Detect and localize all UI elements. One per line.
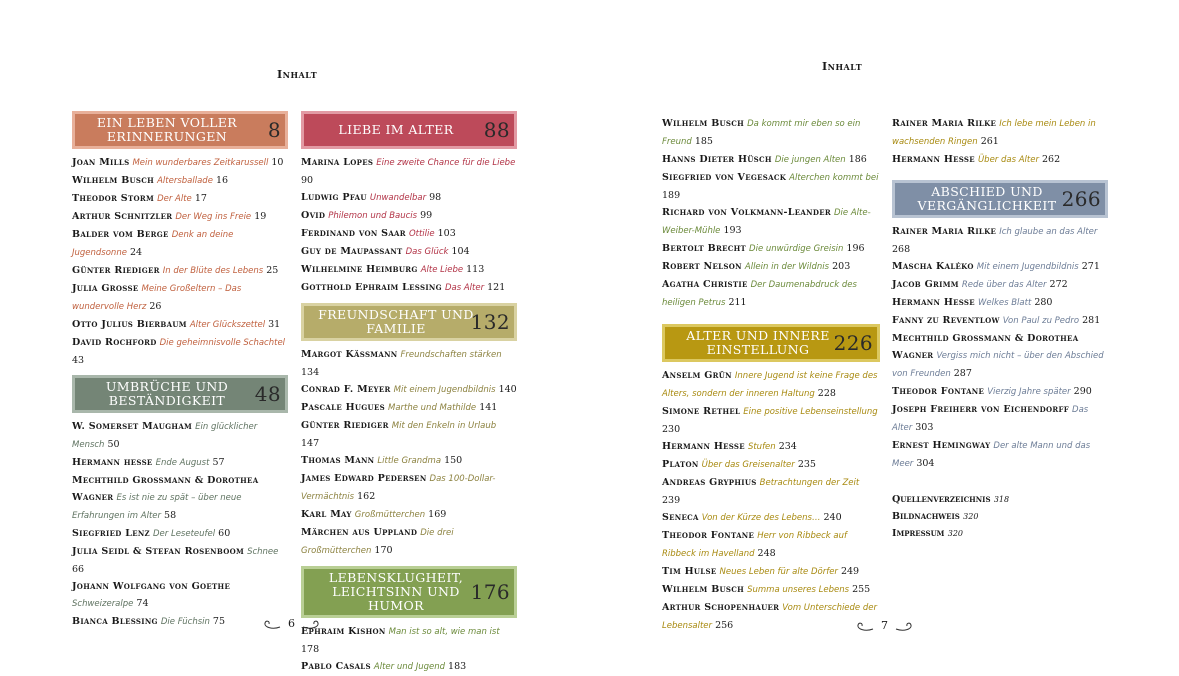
ornament-right-icon xyxy=(894,620,914,632)
toc-entry[interactable]: Bertolt Brecht Die unwürdige Greisin 196 xyxy=(662,243,865,254)
toc-entry[interactable]: Joseph Freiherr von Eichendorff Das Alter 303 xyxy=(892,404,1089,433)
toc-entry[interactable]: Seneca Von der Kürze des Lebens… 240 xyxy=(662,512,842,523)
page-number: 7 xyxy=(881,619,888,632)
entry-list xyxy=(72,418,288,631)
toc-entry[interactable]: Hermann Hesse Stufen 234 xyxy=(662,441,797,452)
entry-list xyxy=(892,223,1108,473)
toc-entry[interactable]: Wilhelm Busch Summa unseres Lebens 255 xyxy=(662,584,871,595)
section-page: 132 xyxy=(470,310,510,334)
toc-entry[interactable]: Thomas Mann Little Grandma 150 xyxy=(301,455,463,466)
entry-list xyxy=(662,367,880,635)
appendix-entry[interactable]: Bildnachweis 320 xyxy=(892,511,979,522)
toc-entry[interactable]: Platon Über das Greisenalter 235 xyxy=(662,459,816,470)
toc-entry[interactable]: Ephraim Kishon Man ist so alt, wie man ist 178 xyxy=(301,626,500,655)
toc-entry[interactable]: Richard von Volkmann-Leander Die Alte-Weiber-Mühle 193 xyxy=(662,207,871,236)
toc-entry[interactable]: Tim Hulse Neues Leben für alte Dörfer 249 xyxy=(662,566,860,577)
toc-entry[interactable]: Joan Mills Mein wunderbares Zeitkarussell 10 xyxy=(72,157,284,168)
toc-entry[interactable]: Hermann Hesse Über das Alter 262 xyxy=(892,154,1061,165)
toc-entry[interactable]: Conrad F. Meyer Mit einem Jugendbildnis 140 xyxy=(301,384,517,395)
toc-entry[interactable]: Hanns Dieter Hüsch Die jungen Alten 186 xyxy=(662,154,867,165)
section-title: LEBENSKLUGHEIT, LEICHTSINN UND HUMOR xyxy=(328,570,464,613)
entry-list xyxy=(301,623,517,676)
entry-list xyxy=(301,346,517,560)
ornament-right-icon xyxy=(301,618,321,630)
toc-entry[interactable]: David Rochford Die geheimnisvolle Schachtel 43 xyxy=(72,337,286,366)
toc-entry[interactable]: Wilhelm Busch Altersballade 16 xyxy=(72,175,229,186)
left-column-2 xyxy=(301,111,517,676)
toc-entry[interactable]: Theodor Fontane Herr von Ribbeck auf Ribbeck im Havelland 248 xyxy=(662,530,847,559)
toc-entry[interactable]: Märchen aus Uppland Die drei Großmütterchen 170 xyxy=(301,527,454,556)
toc-entry[interactable]: W. Somerset Maugham Ein glücklicher Mensch 50 xyxy=(72,421,258,450)
toc-entry[interactable]: Siegfried Lenz Der Leseteufel 60 xyxy=(72,528,231,539)
toc-entry[interactable]: Marina Lopes Eine zweite Chance für die Liebe 90 xyxy=(301,157,516,186)
section-header-lebensklugheit[interactable] xyxy=(301,566,517,618)
appendix-entry[interactable]: Quellenverzeichnis 318 xyxy=(892,494,1010,505)
toc-entry[interactable]: Agatha Christie Der Daumenabdruck des heiligen Petrus 211 xyxy=(662,279,857,308)
section-header-erinnerungen[interactable] xyxy=(72,111,288,149)
toc-entry[interactable]: Jacob Grimm Rede über das Alter 272 xyxy=(892,279,1068,290)
appendix-list xyxy=(892,491,1108,542)
right-column-1 xyxy=(662,115,880,635)
toc-entry[interactable]: Rainer Maria Rilke Ich lebe mein Leben in wachsenden Ringen 261 xyxy=(892,118,1096,147)
page-number: 6 xyxy=(288,617,295,630)
section-header-umbrueche[interactable] xyxy=(72,375,288,413)
toc-entry[interactable]: Günter Riediger Mit den Enkeln in Urlaub 147 xyxy=(301,420,497,449)
toc-entry[interactable]: Wilhelmine Heimburg Alte Liebe 113 xyxy=(301,264,485,275)
toc-entry[interactable]: Otto Julius Bierbaum Alter Glückszettel 31 xyxy=(72,319,281,330)
toc-entry[interactable]: Margot Kässmann Freundschaften stärken 134 xyxy=(301,349,502,378)
entry-list xyxy=(892,115,1108,169)
entry-list xyxy=(72,154,288,369)
section-page: 48 xyxy=(254,382,281,406)
toc-entry[interactable]: Gotthold Ephraim Lessing Das Alter 121 xyxy=(301,282,506,293)
entry-list xyxy=(662,115,880,312)
section-page: 8 xyxy=(267,118,281,142)
toc-entry[interactable]: Bianca Blessing Die Füchsin 75 xyxy=(72,616,226,627)
left-column-1 xyxy=(72,111,288,631)
toc-entry[interactable]: Pascale Hugues Marthe und Mathilde 141 xyxy=(301,402,498,413)
toc-entry[interactable]: Wilhelm Busch Da kommt mir eben so ein Freund 185 xyxy=(662,118,861,147)
toc-entry[interactable]: James Edward Pedersen Das 100-Dollar-Vermächtnis 162 xyxy=(301,473,496,502)
toc-entry[interactable]: Rainer Maria Rilke Ich glaube an das Alter 268 xyxy=(892,226,1098,255)
entry-list xyxy=(301,154,517,297)
toc-entry[interactable]: Mechthild Grossmann & Dorothea Wagner Vergiss mich nicht – über den Abschied von Freunden 287 xyxy=(892,333,1104,379)
toc-entry[interactable]: Theodor Storm Der Alte 17 xyxy=(72,193,207,204)
section-title: FREUNDSCHAFT UND FAMILIE xyxy=(318,307,474,336)
toc-entry[interactable]: Ludwig Pfau Unwandelbar 98 xyxy=(301,192,442,203)
toc-entry[interactable]: Theodor Fontane Vierzig Jahre später 290 xyxy=(892,386,1092,397)
toc-entry[interactable]: Simone Rethel Eine positive Lebenseinstellung 230 xyxy=(662,406,878,435)
toc-entry[interactable]: Andreas Gryphius Betrachtungen der Zeit 239 xyxy=(662,477,860,506)
section-header-abschied[interactable] xyxy=(892,180,1108,218)
toc-entry[interactable]: Fanny zu Reventlow Von Paul zu Pedro 281 xyxy=(892,315,1101,326)
toc-entry[interactable]: Pablo Casals Alter und Jugend 183 xyxy=(301,661,467,672)
section-title: ABSCHIED UND VERGÄNGLICHKEIT xyxy=(917,184,1057,213)
toc-entry[interactable]: Johann Wolfgang von Goethe Schweizeralpe 74 xyxy=(72,581,231,609)
section-title: LIEBE IM ALTER xyxy=(338,122,454,137)
toc-entry[interactable]: Mascha Kaléko Mit einem Jugendbildnis 271 xyxy=(892,261,1100,272)
toc-entry[interactable]: Ovid Philemon und Baucis 99 xyxy=(301,210,433,221)
toc-entry[interactable]: Günter Riediger In der Blüte des Lebens 25 xyxy=(72,265,279,276)
left-page-folio xyxy=(262,617,321,630)
toc-entry[interactable]: Siegfried von Vegesack Alterchen kommt bei 189 xyxy=(662,172,879,201)
right-column-2 xyxy=(892,115,1108,542)
section-page: 226 xyxy=(833,331,873,355)
toc-entry[interactable]: Anselm Grün Innere Jugend ist keine Frage des Alters, sondern der inneren Haltung 228 xyxy=(662,370,878,399)
toc-entry[interactable]: Julia Grosse Meine Großeltern – Das wundervolle Herz 26 xyxy=(72,283,242,312)
appendix-entry[interactable]: Impressum 320 xyxy=(892,528,964,539)
toc-entry[interactable]: Hermann Hesse Welkes Blatt 280 xyxy=(892,297,1053,308)
right-page-folio xyxy=(855,619,914,632)
section-title: ALTER UND INNERE EINSTELLUNG xyxy=(686,328,830,357)
toc-entry[interactable]: Robert Nelson Allein in der Wildnis 203 xyxy=(662,261,851,272)
section-page: 176 xyxy=(470,580,510,604)
left-page-header: Inhalt xyxy=(277,68,318,81)
toc-entry[interactable]: Mechthild Grossmann & Dorothea Wagner Es ist nie zu spät – über neue Erfahrungen im Alter 58 xyxy=(72,475,259,521)
section-page: 88 xyxy=(483,118,510,142)
section-header-freundschaft[interactable] xyxy=(301,303,517,341)
toc-entry[interactable]: Arthur Schnitzler Der Weg ins Freie 19 xyxy=(72,211,267,222)
ornament-left-icon xyxy=(855,620,875,632)
section-page: 266 xyxy=(1061,187,1101,211)
ornament-left-icon xyxy=(262,618,282,630)
toc-entry[interactable]: Karl May Großmütterchen 169 xyxy=(301,509,447,520)
section-header-alter[interactable] xyxy=(662,324,880,362)
toc-entry[interactable]: Arthur Schopenhauer Vom Unterschiede der Lebensalter 256 xyxy=(662,602,877,631)
toc-entry[interactable]: Julia Seidl & Stefan Rosenboom Schnee 66 xyxy=(72,546,279,575)
toc-entry[interactable]: Ernest Hemingway Der alte Mann und das Meer 304 xyxy=(892,440,1091,469)
toc-entry[interactable]: Hermann hesse Ende August 57 xyxy=(72,457,225,468)
right-page-header: Inhalt xyxy=(822,60,863,73)
toc-entry[interactable]: Balder vom Berge Denk an deine Jugendsonne 24 xyxy=(72,229,234,258)
toc-entry[interactable]: Guy de Maupassant Das Glück 104 xyxy=(301,246,470,257)
toc-entry[interactable]: Ferdinand von Saar Ottilie 103 xyxy=(301,228,456,239)
section-header-liebe[interactable] xyxy=(301,111,517,149)
section-title: EIN LEBEN VOLLER ERINNERUNGEN xyxy=(96,115,238,144)
section-title: UMBRÜCHE UND BESTÄNDIGKEIT xyxy=(105,379,229,408)
